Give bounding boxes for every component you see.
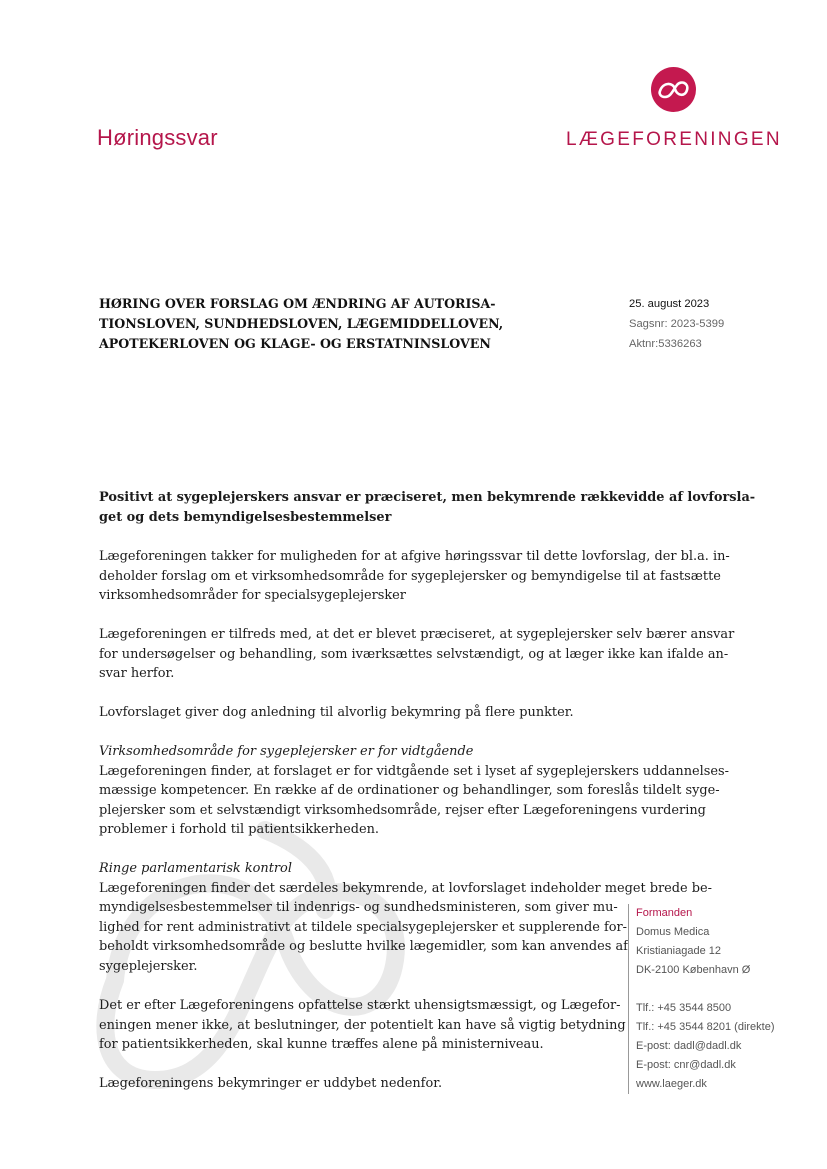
paragraph-line: Lovforslaget giver dog anledning til alvorlig bekymring på flere punkter. [99,705,574,720]
email-dadl[interactable]: E-post: dadl@dadl.dk [636,1040,742,1052]
phone-main: Tlf.: +45 3544 8500 [636,1002,732,1014]
document-type: Høringssvar [97,125,218,150]
section-heading: Virksomhedsområde for sygeplejersker er for vidtgående [99,744,474,759]
title-line: TIONSLOVEN, SUNDHEDSLOVEN, LÆGEMIDDELLOVEN, [99,316,504,331]
paragraph-line: lighed for rent administrativt at tildele specialsygeplejersker et supplerende for- [99,919,627,935]
phone-direct: Tlf.: +45 3544 8201 (direkte) [636,1021,775,1033]
paragraph-6 [99,996,699,1055]
website-link[interactable]: www.laeger.dk [636,1078,707,1090]
title-line: APOTEKERLOVEN OG KLAGE- OG ERSTATNINSLOVEN [99,336,491,351]
paragraph-line: myndigelsesbestemmelser til indenrigs- og sundhedsministeren, som giver mu- [99,900,618,916]
paragraph-line: for patientsikkerheden, skal kunne træffes alene på ministerniveau. [99,1037,544,1053]
paragraph-7 [99,1074,699,1094]
subheading-line: Positivt at sygeplejerskers ansvar er præciseret, men bekymrende rækkevidde af lovforsla- [99,490,756,505]
paragraph-3 [99,703,699,723]
act-number: Aktnr:5336263 [629,338,702,350]
section-parlamentarisk-kontrol [99,859,712,977]
paragraph-line: beholdt virksomhedsområde og beslutte hvilke lægemidler, som kan anvendes af [99,939,628,955]
subheading-line: get og dets bemyndigelsesbestemmelser [99,509,392,525]
paragraph-line: Lægeforeningen er tilfreds med, at det er blevet præciseret, at sygeplejersker selv bærer ansvar [99,627,735,642]
paragraph-line: Lægeforeningen finder, at forslaget er for vidtgående set i lyset af sygeplejerskers uddannelses- [99,763,729,779]
paragraph-line: Lægeforeningens bekymringer er uddybet nedenfor. [99,1076,443,1091]
paragraph-2 [99,625,735,684]
paragraph-line: Lægeforeningen takker for muligheden for at afgive høringssvar til dette lovforslag, der bl.a. in- [99,549,730,564]
paragraph-line: plejersker som et selvstændigt virksomhedsområde, rejser efter Lægeforeningens vurdering [99,802,706,818]
paragraph-line: sygeplejersker. [99,958,198,974]
paragraph-line: svar herfor. [99,666,175,682]
section-virksomhedsomraade [99,742,729,840]
paragraph-1 [99,547,730,606]
address-line: Domus Medica [636,926,710,938]
case-number: Sagsnr: 2023-5399 [629,318,725,330]
paragraph-line: eningen mener ikke, at beslutninger, der potentielt kan have så vigtig betydning [99,1017,626,1033]
paragraph-line: problemer i forhold til patientsikkerheden. [99,822,379,838]
document-date: 25. august 2023 [629,298,710,310]
subheading [99,488,756,527]
paragraph-line: deholder forslag om et virksomhedsområde for sygeplejersker og bemyndigelse til at fastsætte [99,568,721,584]
email-cnr[interactable]: E-post: cnr@dadl.dk [636,1059,736,1071]
document-title [99,294,519,354]
paragraph-line: mæssige kompetencer. En række af de ordinationer og behandlinger, som foreslås tildelt syge- [99,783,720,799]
case-metadata [629,294,724,354]
paragraph-line: virksomhedsområder for specialsygeplejersker [99,588,406,604]
sidebar-spacer [636,980,775,999]
address-line: Kristianiagade 12 [636,945,722,957]
paragraph-line: Lægeforeningen finder det særdeles bekymrende, at lovforslaget indeholder meget brede be- [99,880,712,896]
logo-icon [651,67,696,112]
address-line: DK-2100 København Ø [636,964,751,976]
section-heading: Ringe parlamentarisk kontrol [99,861,292,876]
paragraph-line: Det er efter Lægeforeningens opfattelse stærkt uhensigtsmæssigt, og Lægefor- [99,998,621,1013]
sender-title: Formanden [636,907,693,919]
title-line: HØRING OVER FORSLAG OM ÆNDRING AF AUTORISA- [99,296,496,311]
organization-wordmark: LÆGEFORENINGEN [566,129,782,150]
contact-sidebar [628,904,775,1094]
paragraph-line: for undersøgelser og behandling, som iværksættes selvstændigt, og at læger ikke kan ifalde an- [99,646,729,662]
